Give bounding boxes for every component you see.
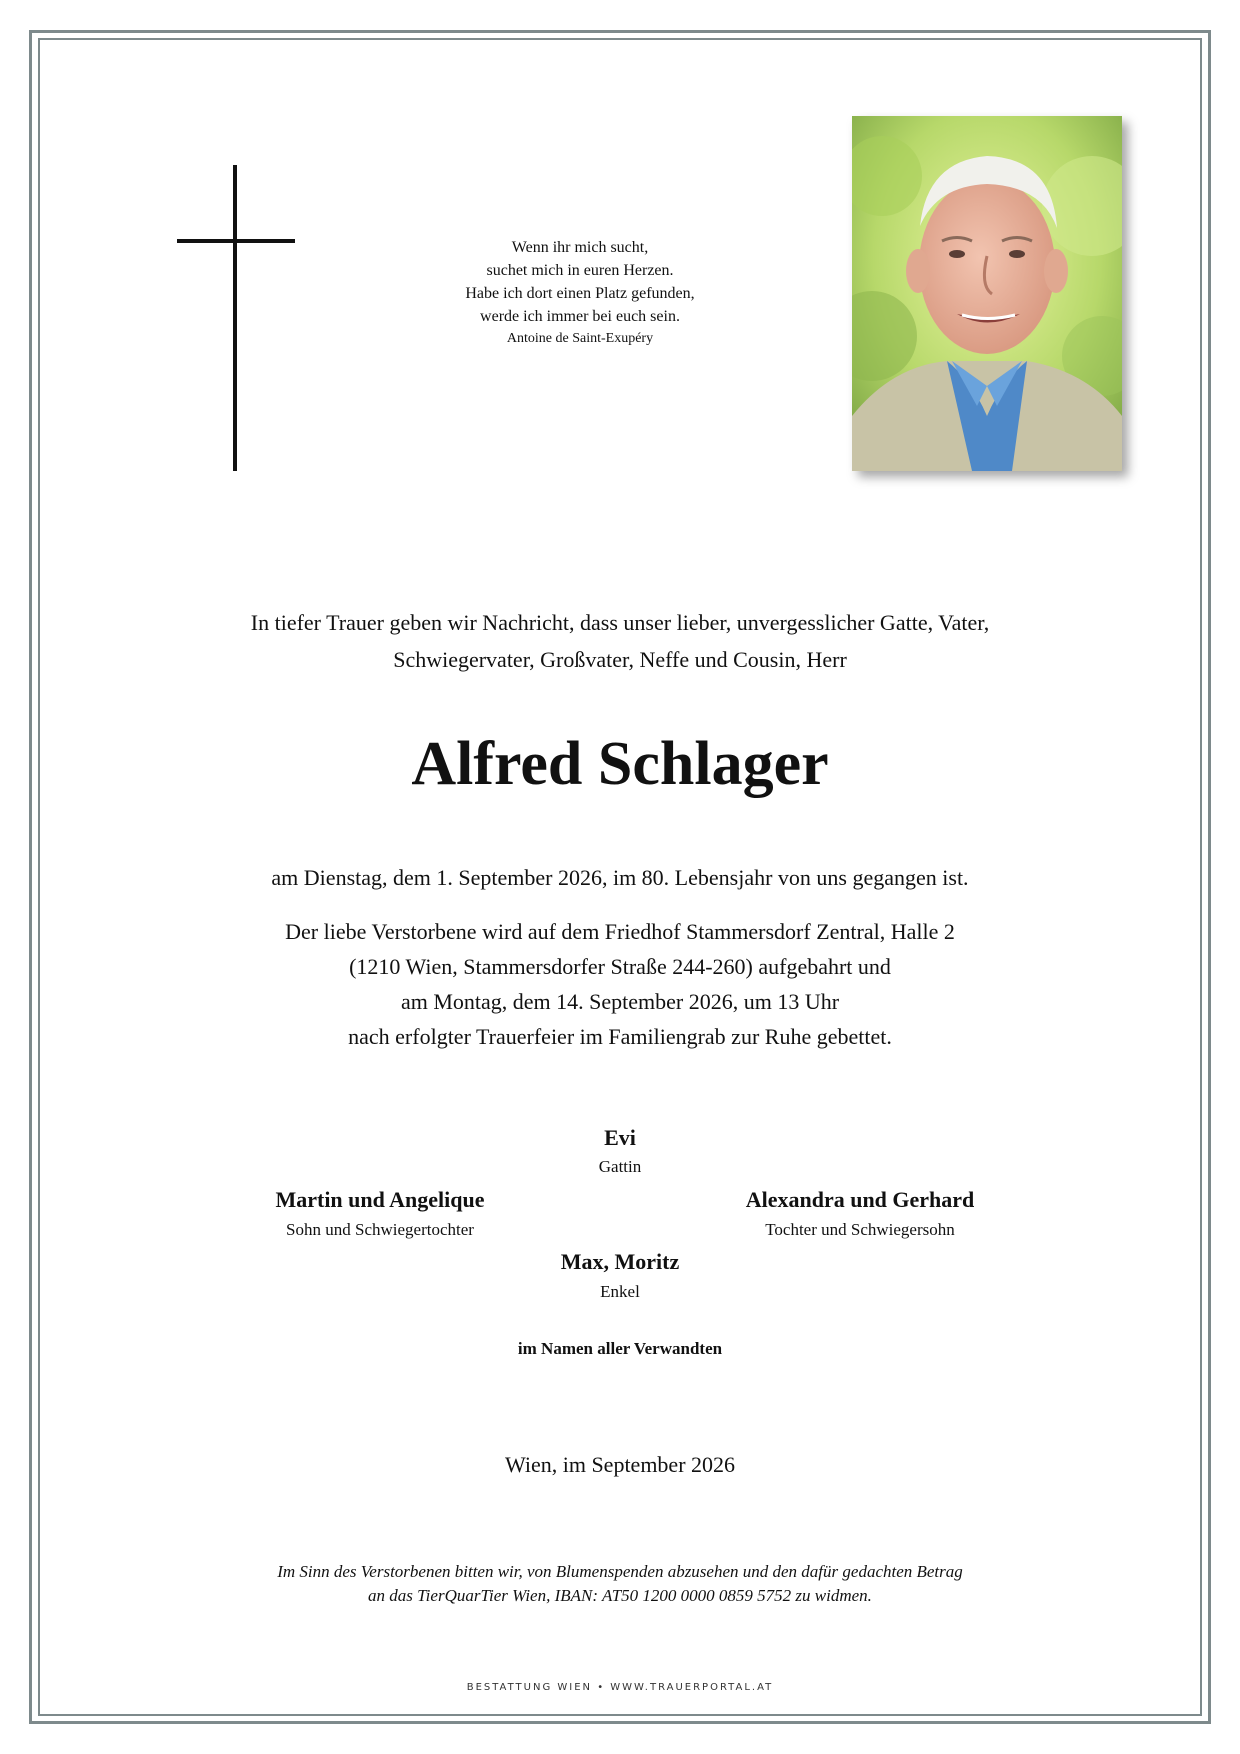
family-member-role: Enkel xyxy=(600,1282,640,1301)
intro-line-1: In tiefer Trauer geben wir Nachricht, dass unser lieber, unvergesslicher Gatte, Vater, xyxy=(250,610,990,635)
cross-vertical-bar xyxy=(233,165,237,471)
family-member-role: Tochter und Schwiegersohn xyxy=(765,1220,955,1239)
intro-text xyxy=(120,604,1120,678)
funeral-line: nach erfolgter Trauerfeier im Familiengrab zur Ruhe gebettet. xyxy=(348,1024,892,1049)
family-member-name: Alexandra und Gerhard xyxy=(745,1187,975,1212)
donation-note xyxy=(170,1560,1070,1608)
funeral-line: (1210 Wien, Stammersdorfer Straße 244-260) aufgebahrt und xyxy=(349,954,891,979)
cross-horizontal-bar xyxy=(177,239,295,243)
family-member-role: Sohn und Schwiegertochter xyxy=(286,1220,474,1239)
donation-note-line-1: Im Sinn des Verstorbenen bitten wir, von Blumenspenden abzusehen und den dafür gedachten Betrag xyxy=(277,1562,963,1581)
funeral-line: Der liebe Verstorbene wird auf dem Friedhof Stammersdorf Zentral, Halle 2 xyxy=(285,919,955,944)
poem-line: suchet mich in euren Herzen. xyxy=(486,262,674,279)
poem-author: Antoine de Saint-Exupéry xyxy=(506,331,654,346)
donation-note-line-2: an das TierQuarTier Wien, IBAN: AT50 1200 0000 0859 5752 zu widmen. xyxy=(368,1586,872,1605)
funeral-details xyxy=(120,914,1120,1054)
poem-line: Wenn ihr mich sucht, xyxy=(511,239,649,256)
portrait-photo xyxy=(852,116,1122,471)
portrait-illustration xyxy=(852,116,1122,471)
family-member-role: Gattin xyxy=(598,1157,642,1176)
intro-line-2: Schwiegervater, Großvater, Neffe und Cousin, Herr xyxy=(393,647,847,672)
family-member-name: Evi xyxy=(604,1125,636,1150)
place-and-date: Wien, im September 2026 xyxy=(504,1452,736,1477)
family-member-name: Martin und Angelique xyxy=(275,1187,485,1212)
deceased-name: Alfred Schlager xyxy=(411,730,829,798)
relatives-note: im Namen aller Verwandten xyxy=(517,1339,723,1358)
family-member-name: Max, Moritz xyxy=(560,1249,680,1274)
poem-quote xyxy=(380,236,780,350)
passing-date-text: am Dienstag, dem 1. September 2026, im 80. Lebensjahr von uns gegangen ist. xyxy=(271,865,969,890)
poem-line: Habe ich dort einen Platz gefunden, xyxy=(465,285,695,302)
funeral-line: am Montag, dem 14. September 2026, um 13 Uhr xyxy=(400,989,840,1014)
poem-line: werde ich immer bei euch sein. xyxy=(480,308,680,325)
footer-imprint: BESTATTUNG WIEN • WWW.TRAUERPORTAL.AT xyxy=(466,1682,774,1693)
